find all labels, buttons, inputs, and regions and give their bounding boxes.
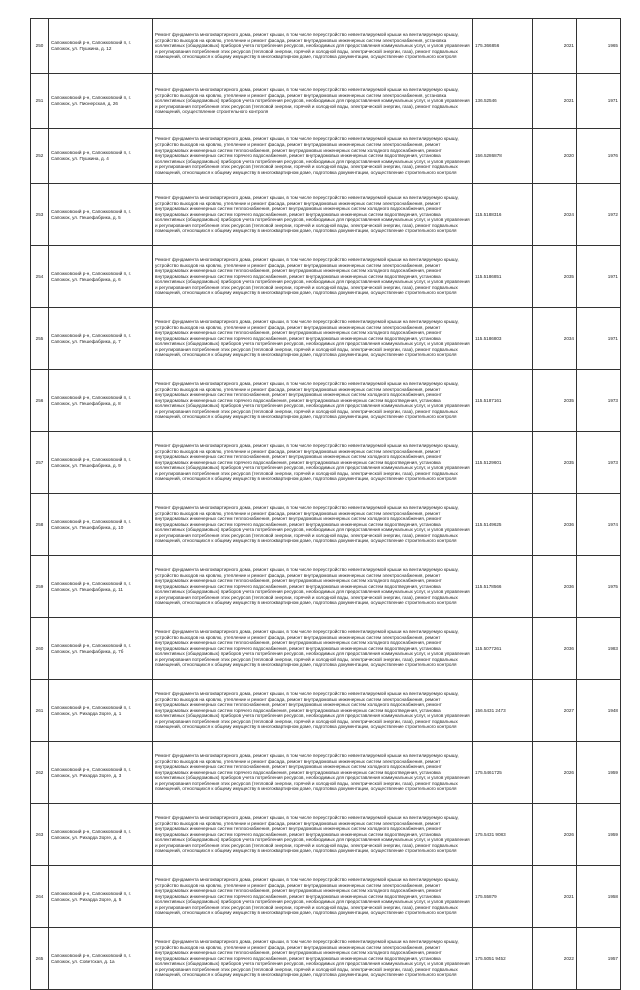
cost-cell: 175.5461725 [473,742,533,804]
table-row [31,432,621,494]
table-row [31,246,621,308]
build-year-cell: 1976 [577,129,621,184]
address-cell: Сапожковский р-н, Сапожковский п, г. Сапожок, ул. Рихарда Зорге, д. 1 [49,680,153,742]
address-cell: Сапожковский р-н, Сапожковский п, г. Сапожок, ул. Пешефабрика, д. 9 [49,432,153,494]
works-cell: Ремонт фундамента многоквартирного дома, ремонт крыши, в том числе переустройство невентилируемой крыши на вентилируемую крышу, устройство выходов на кровлю, утепление и ремонт фасада, ремонт внутридомовых инженерных систем электроснабжения, установка коллективных (общедомовых) приборов учета потребления ресурсов, необходимых для предоставления коммунальных услуг, и узлов управления и регулирования потребления этих ресурсов (тепловой энергии, горячей и холодной воды, электрической энергии, газа), ремонт подвальных помещений, относящихся к общему имуществу в многоквартирном доме, подготовка документации, осуществление строительного контроля [153,19,473,74]
works-cell: Ремонт фундамента многоквартирного дома, ремонт крыши, в том числе переустройство невентилируемой крыши на вентилируемую крышу, устройство выходов на кровлю, утепление и ремонт фасада, ремонт внутридомовых инженерных систем электроснабжения, ремонт внутридомовых инженерных систем теплоснабжения, ремонт внутридомовых инженерных систем холодного водоснабжения, ремонт внутридомовых инженерных систем горячего водоснабжения, ремонт внутридомовых инженерных систем водоотведения, установка коллективных (общедомовых) приборов учета потребления ресурсов, необходимых для предоставления коммунальных услуг, и узлов управления и регулирования потребления этих ресурсов (тепловой энергии, горячей и холодной воды, электрической энергии, газа), ремонт подвальных помещений, относящихся к общему имуществу в многоквартирном доме, подготовка документации, осуществление строительного контроля [153,556,473,618]
table-row [31,184,621,246]
planned-year-cell: 2020 [533,129,577,184]
address-cell: Сапожковский р-н, Сапожковский п, г. Сапожок, ул. Пешефабрика, д. 11 [49,556,153,618]
works-cell: Ремонт фундамента многоквартирного дома, ремонт крыши, в том числе переустройство невентилируемой крыши на вентилируемую крышу, устройство выходов на кровлю, утепление и ремонт фасада, ремонт внутридомовых инженерных систем электроснабжения, ремонт внутридомовых инженерных систем теплоснабжения, ремонт внутридомовых инженерных систем холодного водоснабжения, ремонт внутридомовых инженерных систем горячего водоснабжения, ремонт внутридомовых инженерных систем водоотведения, установка коллективных (общедомовых) приборов учета потребления ресурсов, необходимых для предоставления коммунальных услуг, и узлов управления и регулирования потребления этих ресурсов (тепловой энергии, горячей и холодной воды, электрической энергии, газа), ремонт подвальных помещений, относящихся к общему имуществу в многоквартирном доме, подготовка документации, осуществление строительного контроля [153,804,473,866]
table-row [31,129,621,184]
row-number: 250 [31,19,49,74]
planned-year-cell: 2024 [533,184,577,246]
row-number: 256 [31,370,49,432]
address-cell: Сапожковский р-н, Сапожковский п, г. Сапожок, ул. Рихарда Зорге, д. 3 [49,742,153,804]
table-row [31,618,621,680]
works-cell: Ремонт фундамента многоквартирного дома, ремонт крыши, в том числе переустройство невентилируемой крыши на вентилируемую крышу, устройство выходов на кровлю, утепление и ремонт фасада, ремонт внутридомовых инженерных систем электроснабжения, ремонт внутридомовых инженерных систем теплоснабжения, ремонт внутридомовых инженерных систем холодного водоснабжения, ремонт внутридомовых инженерных систем горячего водоснабжения, ремонт внутридомовых инженерных систем водоотведения, установка коллективных (общедомовых) приборов учета потребления ресурсов, необходимых для предоставления коммунальных услуг, и узлов управления и регулирования потребления этих ресурсов (тепловой энергии, горячей и холодной воды, электрической энергии, газа), ремонт подвальных помещений, относящихся к общему имуществу в многоквартирном доме, подготовка документации, осуществление строительного контроля [153,432,473,494]
table-row [31,866,621,928]
build-year-cell: 1957 [577,928,621,990]
address-cell: Сапожковский р-н, Сапожковский п, г. Сапожок, ул. Пешефабрика, д. 8 [49,370,153,432]
build-year-cell: 1973 [577,432,621,494]
address-cell: Сапожковский р-н, Сапожковский п, г. Сапожок, ул. Советская, д. 1а [49,928,153,990]
row-number: 265 [31,928,49,990]
works-cell: Ремонт фундамента многоквартирного дома, ремонт крыши, в том числе переустройство невентилируемой крыши на вентилируемую крышу, устройство выходов на кровлю, утепление и ремонт фасада, ремонт внутридомовых инженерных систем электроснабжения, ремонт внутридомовых инженерных систем теплоснабжения, ремонт внутридомовых инженерных систем холодного водоснабжения, ремонт внутридомовых инженерных систем горячего водоснабжения, ремонт внутридомовых инженерных систем водоотведения, установка коллективных (общедомовых) приборов учета потребления ресурсов, необходимых для предоставления коммунальных услуг, и узлов управления и регулирования потребления этих ресурсов (тепловой энергии, горячей и холодной воды, электрической энергии, газа), ремонт подвальных помещений, относящихся к общему имуществу в многоквартирном доме, подготовка документации, осуществление строительного контроля [153,308,473,370]
table-row [31,742,621,804]
row-number: 260 [31,618,49,680]
cost-cell: 156.5431 2473 [473,680,533,742]
table-row [31,556,621,618]
works-cell: Ремонт фундамента многоквартирного дома, ремонт крыши, в том числе переустройство невентилируемой крыши на вентилируемую крышу, устройство выходов на кровлю, утепление и ремонт фасада, ремонт внутридомовых инженерных систем электроснабжения, ремонт внутридомовых инженерных систем теплоснабжения, ремонт внутридомовых инженерных систем холодного водоснабжения, ремонт внутридомовых инженерных систем горячего водоснабжения, ремонт внутридомовых инженерных систем водоотведения, установка коллективных (общедомовых) приборов учета потребления ресурсов, необходимых для предоставления коммунальных услуг, и узлов управления и регулирования потребления этих ресурсов (тепловой энергии, горячей и холодной воды, электрической энергии, газа), ремонт подвальных помещений, относящихся к общему имуществу в многоквартирном доме, подготовка документации, осуществление строительного контроля [153,742,473,804]
works-cell: Ремонт фундамента многоквартирного дома, ремонт крыши, в том числе переустройство невентилируемой крыши на вентилируемую крышу, устройство выходов на кровлю, утепление и ремонт фасада, ремонт внутридомовых инженерных систем электроснабжения, ремонт внутридомовых инженерных систем теплоснабжения, ремонт внутридомовых инженерных систем холодного водоснабжения, ремонт внутридомовых инженерных систем горячего водоснабжения, ремонт внутридомовых инженерных систем водоотведения, установка коллективных (общедомовых) приборов учета потребления ресурсов, необходимых для предоставления коммунальных услуг, и узлов управления и регулирования потребления этих ресурсов (тепловой энергии, горячей и холодной воды, электрической энергии, газа), ремонт подвальных помещений, относящихся к общему имуществу в многоквартирном доме, подготовка документации, осуществление строительного контроля [153,494,473,556]
table-row [31,370,621,432]
row-number: 253 [31,184,49,246]
cost-cell: 175.5431 9083 [473,804,533,866]
address-cell: Сапожковский р-н, Сапожковский п, г. Сапожок, ул. Пешефабрика, д. 5 [49,184,153,246]
planned-year-cell: 2036 [533,556,577,618]
table-row [31,928,621,990]
address-cell: Сапожковский р-н, Сапожковский п, г. Сапожок, ул. Пионерская, д. 26 [49,74,153,129]
row-number: 264 [31,866,49,928]
build-year-cell: 1975 [577,556,621,618]
build-year-cell: 1965 [577,19,621,74]
row-number: 263 [31,804,49,866]
planned-year-cell: 2036 [533,618,577,680]
planned-year-cell: 2022 [533,928,577,990]
build-year-cell: 1959 [577,742,621,804]
row-number: 258 [31,494,49,556]
build-year-cell: 1971 [577,308,621,370]
works-cell: Ремонт фундамента многоквартирного дома, ремонт крыши, в том числе переустройство невентилируемой крыши на вентилируемую крышу, устройство выходов на кровлю, утепление и ремонт фасада, ремонт внутридомовых инженерных систем электроснабжения, установка коллективных (общедомовых) приборов учета потребления ресурсов, необходимых для предоставления коммунальных услуг, и узлов управления и регулирования потребления этих ресурсов (тепловой энергии, горячей и холодной воды, электрической энергии, газа), ремонт подвальных помещений, осуществление строительного контроля [153,74,473,129]
table-row [31,804,621,866]
row-number: 254 [31,246,49,308]
works-cell: Ремонт фундамента многоквартирного дома, ремонт крыши, в том числе переустройство невентилируемой крыши на вентилируемую крышу, устройство выходов на кровлю, утепление и ремонт фасада, ремонт внутридомовых инженерных систем электроснабжения, ремонт внутридомовых инженерных систем теплоснабжения, ремонт внутридомовых инженерных систем холодного водоснабжения, ремонт внутридомовых инженерных систем горячего водоснабжения, ремонт внутридомовых инженерных систем водоотведения, установка коллективных (общедомовых) приборов учета потребления ресурсов, необходимых для предоставления коммунальных услуг, и узлов управления и регулирования потребления этих ресурсов (тепловой энергии, горячей и холодной воды, электрической энергии, газа), ремонт подвальных помещений, относящихся к общему имуществу в многоквартирном доме, подготовка документации, осуществление строительного контроля [153,866,473,928]
address-cell: Сапожковский р-н, Сапожковский п, г. Сапожок, ул. Пешефабрика, д. 7б [49,618,153,680]
cost-cell: 115.5077261 [473,618,533,680]
build-year-cell: 1959 [577,804,621,866]
build-year-cell: 1974 [577,494,621,556]
row-number: 255 [31,308,49,370]
table-row [31,308,621,370]
works-table [30,18,621,990]
planned-year-cell: 2035 [533,432,577,494]
cost-cell: 175.55879 [473,866,533,928]
row-number: 261 [31,680,49,742]
planned-year-cell: 2027 [533,680,577,742]
planned-year-cell: 2021 [533,19,577,74]
planned-year-cell: 2021 [533,866,577,928]
address-cell: Сапожковский р-н, Сапожковский п, г. Сапожок, ул. Пушкина, д. 4 [49,129,153,184]
works-cell: Ремонт фундамента многоквартирного дома, ремонт крыши, в том числе переустройство невентилируемой крыши на вентилируемую крышу, устройство выходов на кровлю, утепление и ремонт фасада, ремонт внутридомовых инженерных систем электроснабжения, ремонт внутридомовых инженерных систем теплоснабжения, ремонт внутридомовых инженерных систем холодного водоснабжения, ремонт внутридомовых инженерных систем горячего водоснабжения, ремонт внутридомовых инженерных систем водоотведения, установка коллективных (общедомовых) приборов учета потребления ресурсов, необходимых для предоставления коммунальных услуг, и узлов управления и регулирования потребления этих ресурсов (тепловой энергии, горячей и холодной воды, электрической энергии, газа), ремонт подвальных помещений, относящихся к общему имуществу в многоквартирном доме, подготовка документации, осуществление строительного контроля [153,928,473,990]
cost-cell: 115.5149625 [473,494,533,556]
address-cell: Сапожковский р-н, Сапожковский п, г. Сапожок, ул. Пешефабрика, д. 6 [49,246,153,308]
cost-cell: 175.5051 9452 [473,928,533,990]
cost-cell: 115.5186803 [473,308,533,370]
works-cell: Ремонт фундамента многоквартирного дома, ремонт крыши, в том числе переустройство невентилируемой крыши на вентилируемую крышу, устройство выходов на кровлю, утепление и ремонт фасада, ремонт внутридомовых инженерных систем электроснабжения, ремонт внутридомовых инженерных систем теплоснабжения, ремонт внутридомовых инженерных систем холодного водоснабжения, ремонт внутридомовых инженерных систем горячего водоснабжения, ремонт внутридомовых инженерных систем водоотведения, установка коллективных (общедомовых) приборов учета потребления ресурсов, необходимых для предоставления коммунальных услуг, и узлов управления и регулирования потребления этих ресурсов (тепловой энергии, горячей и холодной воды, электрической энергии, газа), ремонт подвальных помещений, относящихся к общему имуществу в многоквартирном доме, подготовка документации, осуществление строительного контроля [153,129,473,184]
address-cell: Сапожковский р-н, Сапожковский п, г. Сапожок, ул. Рихарда Зорге, д. 4 [49,804,153,866]
build-year-cell: 1958 [577,866,621,928]
build-year-cell: 1971 [577,74,621,129]
cost-cell: 115.5178566 [473,556,533,618]
planned-year-cell: 2026 [533,804,577,866]
row-number: 257 [31,432,49,494]
planned-year-cell: 2021 [533,74,577,129]
build-year-cell: 1948 [577,680,621,742]
table-body [31,19,621,990]
cost-cell: 115.5186851 [473,246,533,308]
planned-year-cell: 2035 [533,246,577,308]
build-year-cell: 1971 [577,246,621,308]
table-row [31,680,621,742]
cost-cell: 175.366856 [473,19,533,74]
build-year-cell: 1973 [577,370,621,432]
works-cell: Ремонт фундамента многоквартирного дома, ремонт крыши, в том числе переустройство невентилируемой крыши на вентилируемую крышу, устройство выходов на кровлю, утепление и ремонт фасада, ремонт внутридомовых инженерных систем электроснабжения, ремонт внутридомовых инженерных систем теплоснабжения, ремонт внутридомовых инженерных систем холодного водоснабжения, ремонт внутридомовых инженерных систем горячего водоснабжения, ремонт внутридомовых инженерных систем водоотведения, установка коллективных (общедомовых) приборов учета потребления ресурсов, необходимых для предоставления коммунальных услуг, и узлов управления и регулирования потребления этих ресурсов (тепловой энергии, горячей и холодной воды, электрической энергии, газа), ремонт подвальных помещений, относящихся к общему имуществу в многоквартирном доме, подготовка документации, осуществление строительного контроля [153,184,473,246]
build-year-cell: 1972 [577,184,621,246]
planned-year-cell: 2026 [533,742,577,804]
address-cell: Сапожковский р-н, Сапожковский п, г. Сапожок, ул. Пешефабрика, д. 10 [49,494,153,556]
row-number: 262 [31,742,49,804]
address-cell: Сапожковский р-н, Сапожковский п, г. Сапожок, ул. Пешефабрика, д. 7 [49,308,153,370]
row-number: 259 [31,556,49,618]
cost-cell: 115.5129601 [473,432,533,494]
planned-year-cell: 2035 [533,370,577,432]
works-cell: Ремонт фундамента многоквартирного дома, ремонт крыши, в том числе переустройство невентилируемой крыши на вентилируемую крышу, устройство выходов на кровлю, утепление и ремонт фасада, ремонт внутридомовых инженерных систем электроснабжения, ремонт внутридомовых инженерных систем теплоснабжения, ремонт внутридомовых инженерных систем холодного водоснабжения, ремонт внутридомовых инженерных систем горячего водоснабжения, ремонт внутридомовых инженерных систем водоотведения, установка коллективных (общедомовых) приборов учета потребления ресурсов, необходимых для предоставления коммунальных услуг, и узлов управления и регулирования потребления этих ресурсов (тепловой энергии, горячей и холодной воды, электрической энергии, газа), ремонт подвальных помещений, относящихся к общему имуществу в многоквартирном доме, подготовка документации, осуществление строительного контроля [153,246,473,308]
build-year-cell: 1983 [577,618,621,680]
table-row [31,494,621,556]
works-cell: Ремонт фундамента многоквартирного дома, ремонт крыши, в том числе переустройство невентилируемой крыши на вентилируемую крышу, устройство выходов на кровлю, утепление и ремонт фасада, ремонт внутридомовых инженерных систем электроснабжения, ремонт внутридомовых инженерных систем теплоснабжения, ремонт внутридомовых инженерных систем холодного водоснабжения, ремонт внутридомовых инженерных систем горячего водоснабжения, ремонт внутридомовых инженерных систем водоотведения, установка коллективных (общедомовых) приборов учета потребления ресурсов, необходимых для предоставления коммунальных услуг, и узлов управления и регулирования потребления этих ресурсов (тепловой энергии, горячей и холодной воды, электрической энергии, газа), ремонт подвальных помещений, относящихся к общему имуществу в многоквартирном доме, подготовка документации, осуществление строительного контроля [153,370,473,432]
works-cell: Ремонт фундамента многоквартирного дома, ремонт крыши, в том числе переустройство невентилируемой крыши на вентилируемую крышу, устройство выходов на кровлю, утепление и ремонт фасада, ремонт внутридомовых инженерных систем электроснабжения, ремонт внутридомовых инженерных систем теплоснабжения, ремонт внутридомовых инженерных систем холодного водоснабжения, ремонт внутридомовых инженерных систем горячего водоснабжения, ремонт внутридомовых инженерных систем водоотведения, установка коллективных (общедомовых) приборов учета потребления ресурсов, необходимых для предоставления коммунальных услуг, и узлов управления и регулирования потребления этих ресурсов (тепловой энергии, горячей и холодной воды, электрической энергии, газа), ремонт подвальных помещений, относящихся к общему имуществу в многоквартирном доме, подготовка документации, осуществление строительного контроля [153,680,473,742]
row-number: 252 [31,129,49,184]
cost-cell: 115.5188316 [473,184,533,246]
address-cell: Сапожковский р-н, Сапожковский п, г. Сапожок, ул. Пушкина, д. 12 [49,19,153,74]
cost-cell: 115.5187161 [473,370,533,432]
works-cell: Ремонт фундамента многоквартирного дома, ремонт крыши, в том числе переустройство невентилируемой крыши на вентилируемую крышу, устройство выходов на кровлю, утепление и ремонт фасада, ремонт внутридомовых инженерных систем электроснабжения, ремонт внутридомовых инженерных систем теплоснабжения, ремонт внутридомовых инженерных систем холодного водоснабжения, ремонт внутридомовых инженерных систем горячего водоснабжения, ремонт внутридомовых инженерных систем водоотведения, установка коллективных (общедомовых) приборов учета потребления ресурсов, необходимых для предоставления коммунальных услуг, и узлов управления и регулирования потребления этих ресурсов (тепловой энергии, горячей и холодной воды, электрической энергии, газа), ремонт подвальных помещений, относящихся к общему имуществу в многоквартирном доме, подготовка документации, осуществление строительного контроля [153,618,473,680]
cost-cell: 136.52546 [473,74,533,129]
table-row [31,74,621,129]
cost-cell: 156.5286878 [473,129,533,184]
planned-year-cell: 2034 [533,308,577,370]
address-cell: Сапожковский р-н, Сапожковский п, г. Сапожок, ул. Рихарда Зорге, д. 5 [49,866,153,928]
table-row [31,19,621,74]
planned-year-cell: 2036 [533,494,577,556]
row-number: 251 [31,74,49,129]
